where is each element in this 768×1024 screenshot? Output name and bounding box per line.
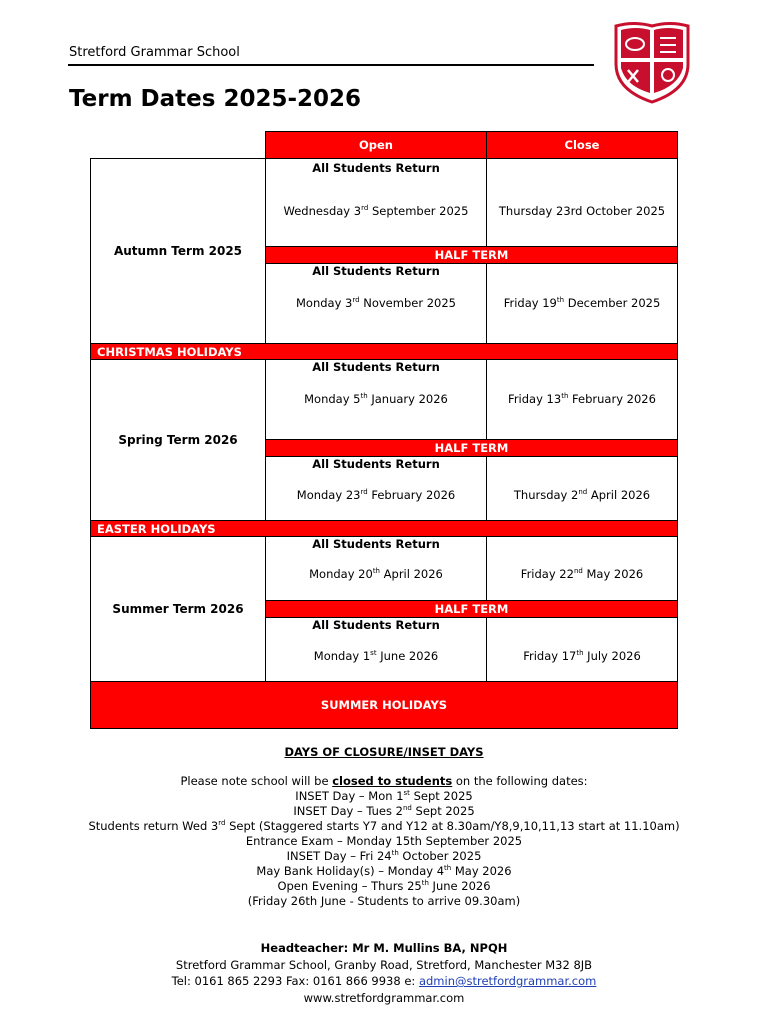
all-students-return-label: All Students Return <box>312 161 440 175</box>
summer-period2-open-cell <box>265 617 487 682</box>
closure-line: INSET Day – Tues 2nd Sept 2025 <box>293 804 475 818</box>
autumn-period2-close-cell <box>486 263 678 344</box>
summer-period2-close-cell <box>486 617 678 682</box>
spring-period2-open-date: Monday 23rd February 2026 <box>296 488 456 502</box>
all-students-return-label: All Students Return <box>312 618 440 632</box>
closure-line: INSET Day – Mon 1st Sept 2025 <box>295 789 473 803</box>
column-header-close: Close <box>486 131 678 159</box>
closure-line: Entrance Exam – Monday 15th September 2025 <box>245 834 523 848</box>
spring-period1-open-cell <box>265 359 487 440</box>
all-students-return-label: All Students Return <box>312 457 440 471</box>
closure-line: May Bank Holiday(s) – Monday 4th May 2026 <box>256 864 512 878</box>
autumn-period2-open-cell <box>265 263 487 344</box>
summer-period2-open-date: Monday 1st June 2026 <box>313 649 439 663</box>
summer-period2-close-date: Friday 17th July 2026 <box>523 649 641 663</box>
column-header-open: Open <box>265 131 487 159</box>
closure-line: Students return Wed 3rd Sept (Staggered starts Y7 and Y12 at 8.30am/Y8,9,10,11,13 start at 11.10am) <box>88 819 680 833</box>
autumn-period1-open-cell <box>265 158 487 247</box>
closure-line: (Friday 26th June - Students to arrive 09.30am) <box>247 894 521 908</box>
autumn-period1-open-date: Wednesday 3rd September 2025 <box>283 204 469 218</box>
autumn-period2-close-date: Friday 19th December 2025 <box>503 296 661 310</box>
school-name: Stretford Grammar School <box>69 45 240 60</box>
autumn-period2-open-date: Monday 3rd November 2025 <box>296 296 456 310</box>
summer-holidays-bar: SUMMER HOLIDAYS <box>90 681 678 729</box>
autumn-period1-close-date: Thursday 23rd October 2025 <box>498 204 666 218</box>
summer-period1-close-date: Friday 22nd May 2026 <box>520 567 644 581</box>
summer-period1-open-cell <box>265 536 487 601</box>
page-title: Term Dates 2025-2026 <box>69 86 362 112</box>
summer-period1-open-date: Monday 20th April 2026 <box>309 567 443 581</box>
footer <box>0 940 768 1006</box>
header-rule <box>68 64 594 66</box>
term-label-autumn: Autumn Term 2025 <box>90 158 266 344</box>
half-term-bar: HALF TERM <box>265 439 678 457</box>
closure-line: Open Evening – Thurs 25th June 2026 <box>277 879 491 893</box>
closure-notes <box>0 774 768 909</box>
term-label-summer: Summer Term 2026 <box>90 536 266 682</box>
summer-period1-close-cell <box>486 536 678 601</box>
contact-line: Tel: 0161 865 2293 Fax: 0161 866 9938 e: admin@stretfordgrammar.com <box>171 974 597 988</box>
all-students-return-label: All Students Return <box>312 264 440 278</box>
half-term-bar: HALF TERM <box>265 246 678 264</box>
website-line: www.stretfordgrammar.com <box>303 990 465 1005</box>
all-students-return-label: All Students Return <box>312 537 440 551</box>
spring-period2-close-date: Thursday 2nd April 2026 <box>513 488 651 502</box>
spring-period1-close-date: Friday 13th February 2026 <box>508 392 656 406</box>
easter-holidays-bar: EASTER HOLIDAYS <box>90 520 678 537</box>
address-line: Stretford Grammar School, Granby Road, Stretford, Manchester M32 8JB <box>175 957 593 972</box>
spring-period2-close-cell <box>486 456 678 521</box>
term-label-spring: Spring Term 2026 <box>90 359 266 521</box>
spring-period1-close-cell <box>486 359 678 440</box>
closure-intro: Please note school will be closed to students on the following dates: <box>180 774 588 788</box>
closure-line: INSET Day – Fri 24th October 2025 <box>286 849 482 863</box>
half-term-bar: HALF TERM <box>265 600 678 618</box>
headteacher-line: Headteacher: Mr M. Mullins BA, NPQH <box>260 941 508 955</box>
autumn-period1-close-cell <box>486 158 678 247</box>
spring-period2-open-cell <box>265 456 487 521</box>
christmas-holidays-bar: CHRISTMAS HOLIDAYS <box>90 343 678 360</box>
email-link[interactable]: admin@stretfordgrammar.com <box>418 974 597 988</box>
all-students-return-label: All Students Return <box>312 360 440 374</box>
spring-period1-open-date: Monday 5th January 2026 <box>304 392 448 406</box>
school-crest-logo <box>612 20 692 104</box>
closure-section-title: DAYS OF CLOSURE/INSET DAYS <box>284 745 484 759</box>
